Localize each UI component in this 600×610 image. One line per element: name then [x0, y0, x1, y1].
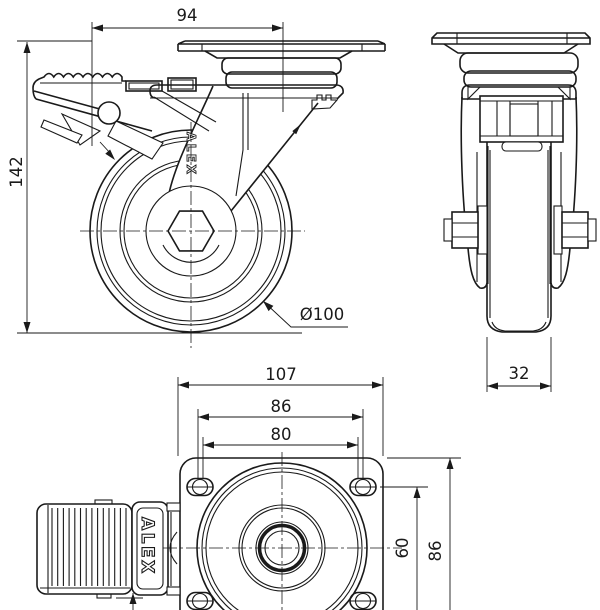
- dimension-94-label: 94: [176, 6, 198, 25]
- dimension-32-label: 32: [508, 364, 530, 383]
- dimension-wheel-diameter: [263, 301, 348, 327]
- dimension-107-label: 107: [265, 365, 297, 384]
- dimension-hole-spacing-min: [203, 425, 358, 478]
- dimension-86v-label: 86: [426, 540, 445, 562]
- dimension-plate-depth: [387, 458, 461, 610]
- mounting-plate-side: [178, 41, 385, 88]
- mounting-plate-front: [432, 33, 590, 87]
- dimension-d100-label: Ø100: [299, 305, 345, 324]
- brake-pivot: [98, 102, 120, 124]
- brand-logo-side: ALEX: [184, 132, 198, 177]
- brand-logo-plan: ALEX: [137, 517, 157, 576]
- plan-view: [37, 452, 402, 610]
- dimension-wheel-width: [487, 337, 551, 392]
- dimension-86h-label: 86: [270, 397, 292, 416]
- side-view: [17, 41, 385, 348]
- axle-bolt-left: [444, 206, 487, 254]
- wheel-front: [487, 140, 551, 332]
- front-view: [432, 33, 596, 332]
- brake-mechanism-front: [480, 96, 563, 151]
- brake-pedal-plan: [37, 500, 180, 598]
- dimension-142-label: 142: [7, 156, 26, 188]
- swivel-bearing-front: [460, 53, 578, 73]
- dimension-60-label: 60: [393, 537, 412, 559]
- bolt-slots: [187, 479, 376, 610]
- axle-bolt-right: [554, 206, 596, 254]
- dimension-hole-spacing-side: [380, 487, 428, 610]
- dimension-80-label: 80: [270, 425, 292, 444]
